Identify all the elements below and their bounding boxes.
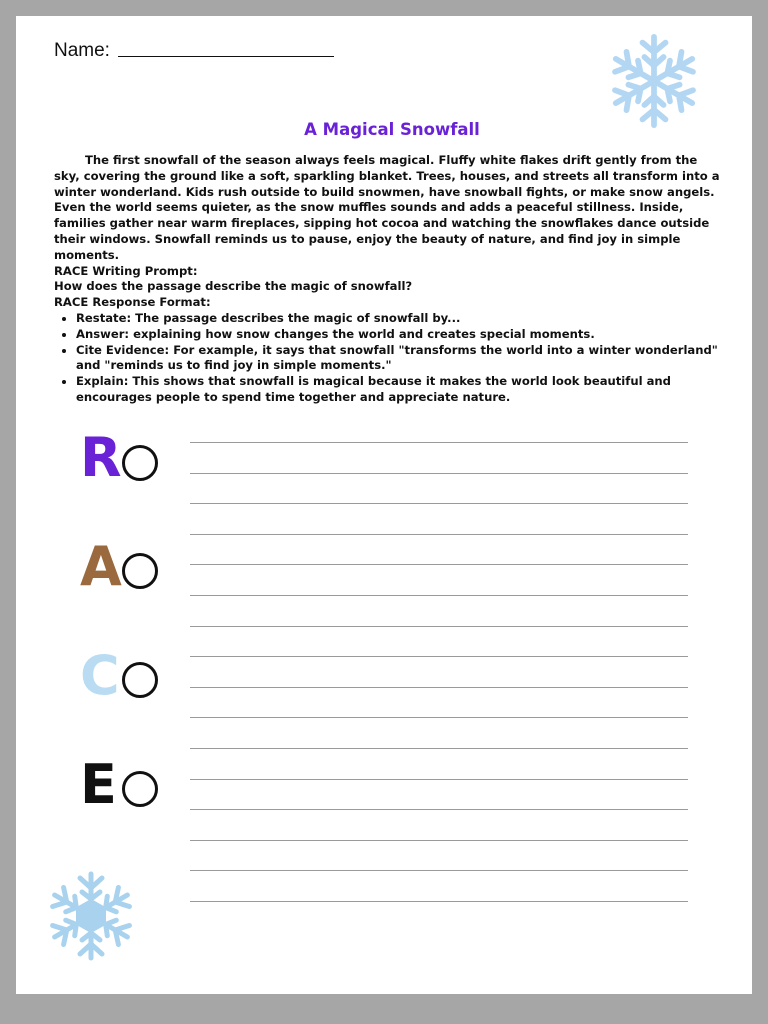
page-title: A Magical Snowfall — [304, 120, 480, 139]
race-checkbox-a[interactable] — [122, 553, 158, 589]
name-label: Name: — [54, 40, 110, 61]
race-checkbox-c[interactable] — [122, 662, 158, 698]
format-item-restate: • Restate: The passage describes the magic of snowfall by... — [76, 311, 724, 327]
format-list — [54, 311, 724, 406]
writing-line[interactable] — [190, 473, 688, 474]
writing-line[interactable] — [190, 534, 688, 535]
writing-line[interactable] — [190, 870, 688, 871]
prompt-heading: RACE Writing Prompt: — [54, 263, 198, 278]
format-item-cite: • Cite Evidence: For example, it says that snowfall "transforms the world into a winter wonderland" and "reminds us to find joy in simple moments." — [76, 343, 724, 375]
writing-line[interactable] — [190, 442, 688, 443]
writing-line[interactable] — [190, 840, 688, 841]
snowflake-icon — [36, 868, 146, 964]
writing-line[interactable] — [190, 626, 688, 627]
writing-line[interactable] — [190, 687, 688, 688]
format-heading: RACE Response Format: — [54, 295, 211, 310]
passage-block — [54, 153, 724, 406]
passage-text: The first snowfall of the season always feels magical. Fluffy white flakes drift gently from the sky, covering the ground like a soft, sparkling blanket. Trees, houses, and streets all transform into a winter wonderland. Kids rush outside to build snowmen, have snowball fights, or make snow angels. Even the world seems quieter, as the snow muffles sounds and adds a peaceful stillness. Inside, families gather near warm fireplaces, sipping hot cocoa and watching the snowflakes dance outside their windows. Snowfall reminds us to pause, enjoy the beauty of nature, and find joy in simple moments. — [54, 153, 720, 262]
race-letter-e: E — [80, 753, 117, 816]
writing-line[interactable] — [190, 809, 688, 810]
format-item-answer: • Answer: explaining how snow changes the world and creates special moments. — [76, 327, 724, 343]
snowflake-icon — [606, 30, 702, 132]
race-letter-c: C — [80, 644, 120, 707]
prompt-question: How does the passage describe the magic of snowfall? — [54, 279, 413, 294]
writing-line[interactable] — [190, 564, 688, 565]
writing-line[interactable] — [190, 595, 688, 596]
writing-line[interactable] — [190, 748, 688, 749]
race-checkbox-r[interactable] — [122, 445, 158, 481]
name-field[interactable] — [118, 56, 334, 57]
worksheet-page — [16, 16, 752, 994]
writing-line[interactable] — [190, 779, 688, 780]
writing-line[interactable] — [190, 901, 688, 902]
race-checkbox-e[interactable] — [122, 771, 158, 807]
writing-line[interactable] — [190, 717, 688, 718]
writing-line[interactable] — [190, 503, 688, 504]
format-item-explain: • Explain: This shows that snowfall is magical because it makes the world look beautiful and encourages people to spend time together and appreciate nature. — [76, 374, 724, 406]
writing-line[interactable] — [190, 656, 688, 657]
race-letter-a: A — [80, 535, 122, 598]
race-letter-r: R — [80, 426, 122, 489]
